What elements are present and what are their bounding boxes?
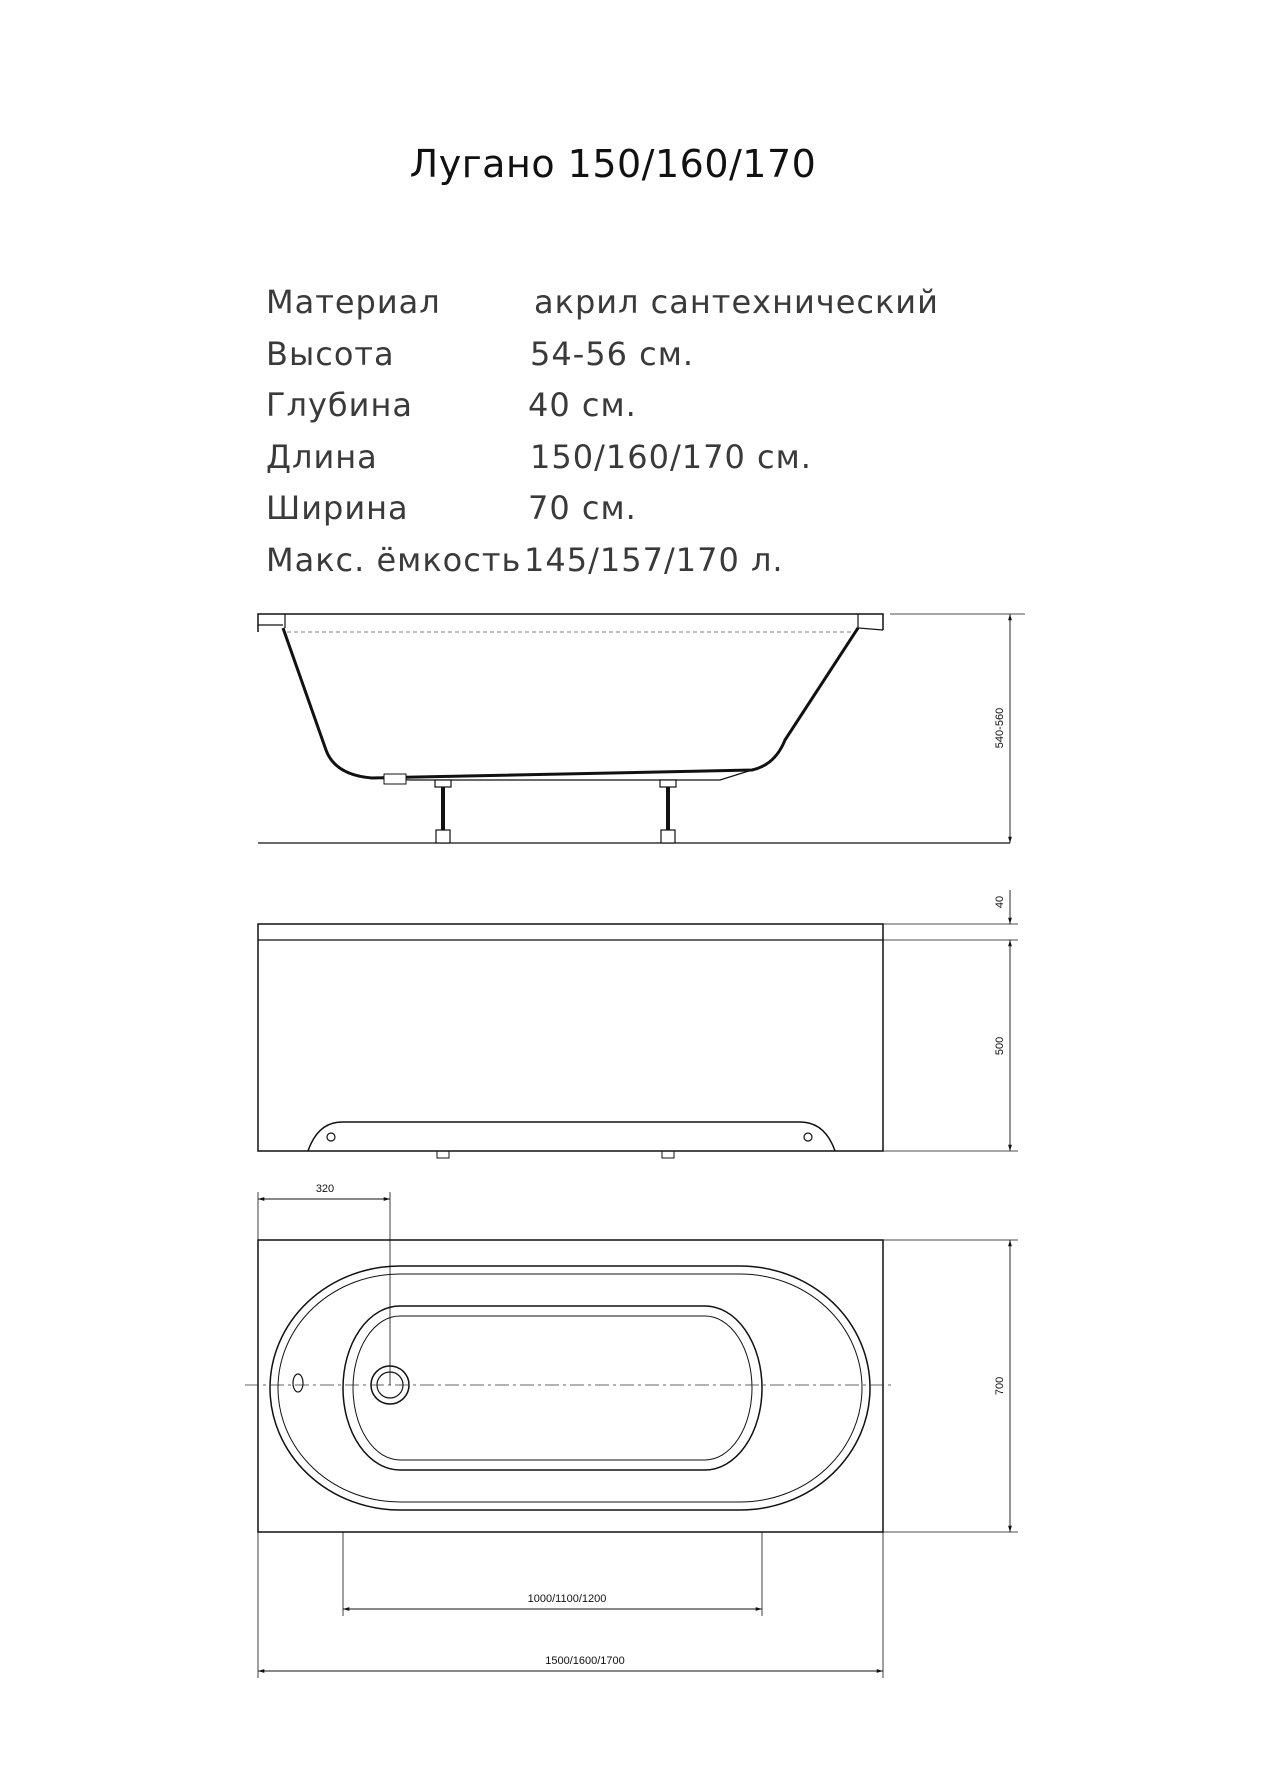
spec-label: Длина [266, 437, 378, 476]
mount-hole-right [804, 1133, 812, 1141]
drain-fitting [384, 774, 406, 784]
spec-value: 145/157/170 л. [524, 540, 784, 579]
side-view [258, 614, 1025, 843]
tub-rim [258, 614, 883, 632]
top-width-label: 700 [994, 1376, 1006, 1396]
leg-left [435, 780, 451, 843]
front-rim-label: 40 [994, 895, 1006, 909]
spec-label: Высота [266, 334, 395, 373]
spec-value: 40 см. [528, 386, 637, 424]
bowl-bottom [343, 1306, 762, 1470]
spec-label: Глубина [266, 386, 413, 424]
drain-offset-label: 320 [315, 1183, 335, 1195]
mount-hole-left [327, 1133, 335, 1141]
tub-shell [283, 628, 858, 778]
spec-value: 54-56 см. [530, 334, 695, 373]
front-panel-label: 500 [994, 1036, 1006, 1056]
spec-value: акрил сантехнический [534, 283, 939, 321]
spec-label: Ширина [266, 489, 409, 527]
leg-right [660, 780, 676, 843]
page-title: Лугано 150/160/170 [409, 142, 817, 186]
inner-length-label: 1000/1100/1200 [527, 1593, 607, 1605]
outer-length-label: 1500/1600/1700 [545, 1655, 625, 1667]
spec-label: Материал [266, 283, 441, 321]
overflow [293, 1374, 303, 1392]
front-panel-cutout [308, 1122, 835, 1151]
top-view [245, 1192, 1018, 1678]
front-view [258, 890, 1018, 1158]
spec-value: 150/160/170 см. [530, 437, 812, 476]
bowl-outer [270, 1266, 870, 1510]
spec-label: Макс. ёмкость [266, 540, 522, 579]
spec-value: 70 см. [528, 489, 637, 527]
front-panel-outline [258, 924, 883, 1151]
side-height-label: 540-560 [994, 707, 1006, 749]
